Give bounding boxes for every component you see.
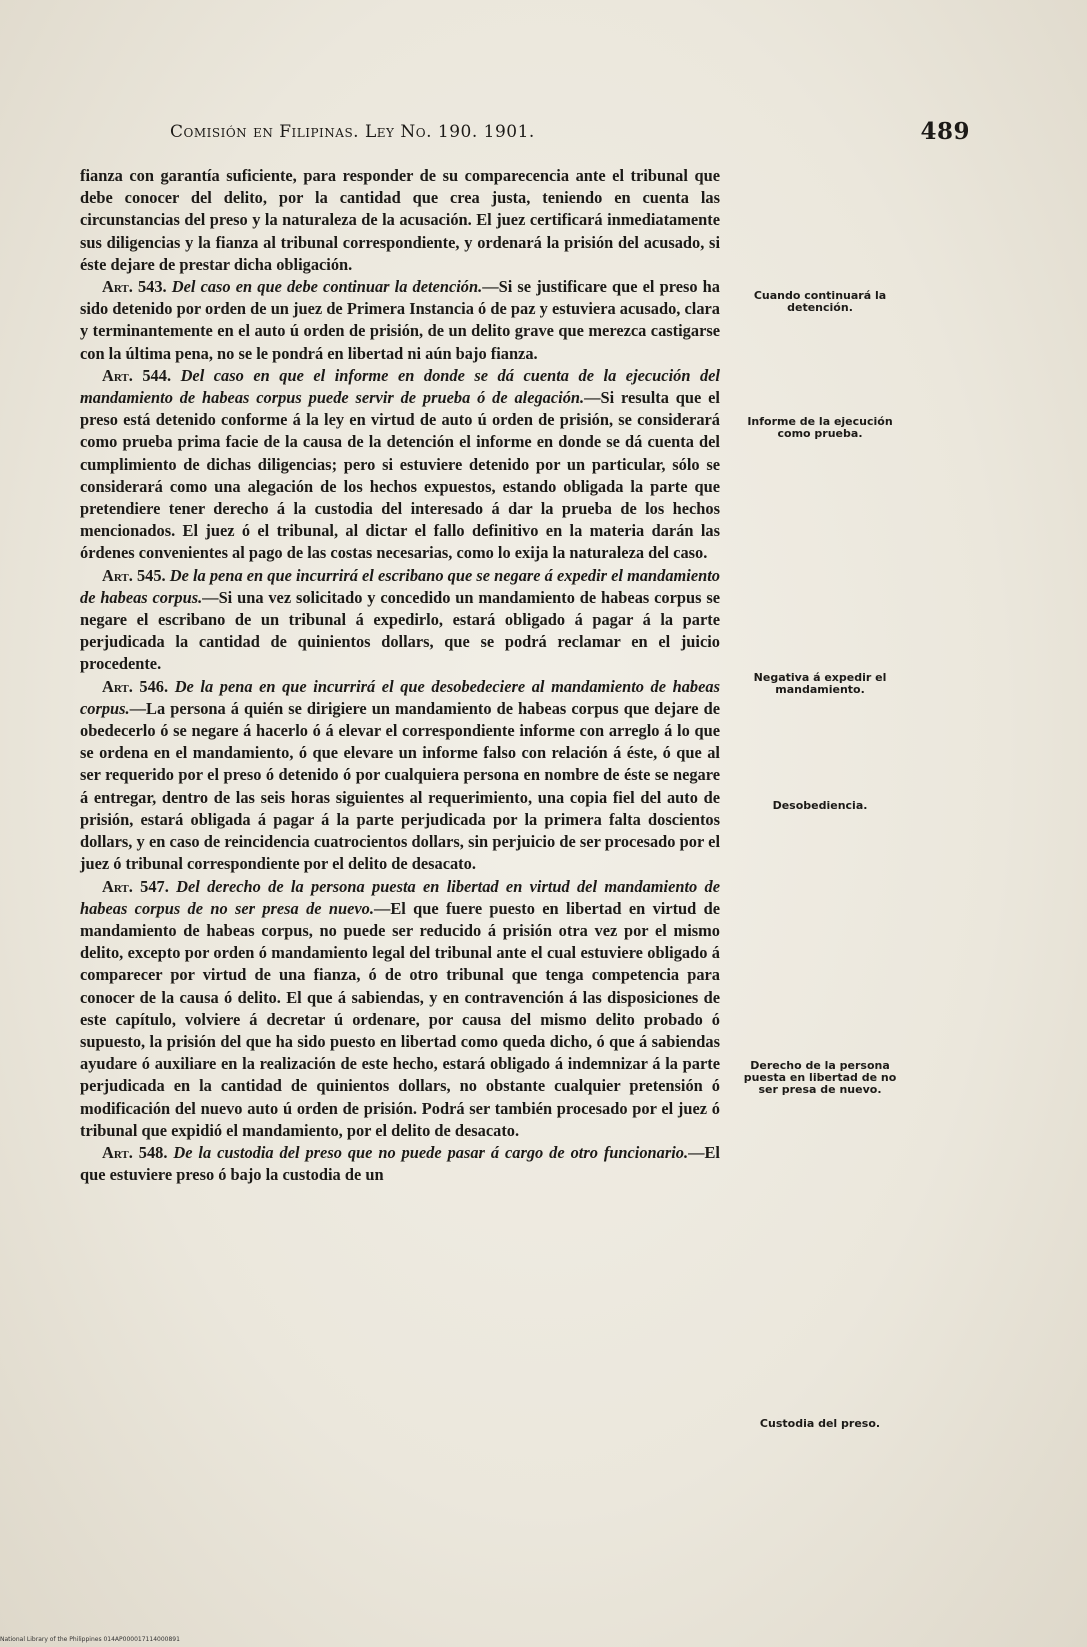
- body-text: [80, 165, 720, 1186]
- paragraph-text: fianza con garantía suficiente, para responder de su comparecencia ante el tribunal que debe conocer del delito, por la cantidad que crea justa, teniendo en cuenta las circunstancias del preso y la naturaleza de la acusación. El juez certificará inmediatamente sus diligencias y la fianza al tribunal correspondiente, y ordenará la prisión del acusado, si éste dejare de prestar dicha obligación.: [80, 166, 720, 274]
- margin-note-detention: Cuando continuará la detención.: [753, 289, 887, 314]
- article-text: —Si se justificare que el preso ha sido detenido por orden de un juez de Primera Instancia ó de paz y estuviera acusado, clara y terminantemente en el auto ú orden de prisión, de un delito grave que merezca castigarse con la última pena, no se le pondrá en libertad ni aún bajo fianza.: [80, 277, 720, 363]
- article-544: [80, 365, 720, 565]
- margin-note-right-not-rearrested: Derecho de la persona puesta en libertad de no ser presa de nuevo.: [743, 1059, 897, 1096]
- article-546: [80, 676, 720, 876]
- margin-note-report-proof: Informe de la ejecución como prueba.: [747, 415, 893, 440]
- article-title: Del caso en que debe continuar la detención.: [171, 277, 483, 297]
- article-text: —Si resulta que el preso está detenido conforme á la ley en virtud de auto ú orden de prisión, se considerará como prueba prima facie de la causa de la detención el informe en donde se dá cuenta del cumplimiento de dichas diligencias; pero si estuviere detenido por un particular, sólo se considerará como una alegación de los hechos expuestos, estando obligada la parte que pretendiere tener derecho á la custodia del interesado á dar la prueba de los hechos mencionados. El juez ó el tribunal, al dictar el fallo definitivo en la materia darán las órdenes convenientes al pago de las costas necesarias, como lo exija la naturaleza del caso.: [80, 388, 720, 563]
- margin-note-custody: Custodia del preso.: [759, 1417, 881, 1430]
- article-number: Art. 544.: [102, 365, 172, 385]
- article-title: Del caso en que el informe en donde se dá cuenta de la ejecución del mandamiento de habeas corpus puede servir de prueba ó de alegación.: [80, 365, 720, 408]
- article-text: —El que fuere puesto en libertad en virtud de mandamiento de habeas corpus, no puede ser reducido á prisión otra vez por el mismo delito, excepto por orden ó mandamiento legal del tribunal ante el cual estuviere obligado á comparecer por virtud de una fianza, ó de otro tribunal que tenga competencia para conocer de la causa ó delito. El que á sabiendas, y en contravención á las disposiciones de este capítulo, volviere á decretar ú ordenare, por causa del mismo delito probado ó supuesto, la prisión del que ha sido puesto en libertad como queda dicho, ó que á sabiendas ayudare ó auxiliare en la realización de este hecho, estará obligado á indemnizar á la parte perjudicada en la cantidad de quinientos dollars, no obstante cualquier pretensión ó modificación del nuevo auto ú orden de prisión. Podrá ser también procesado por el juez ó tribunal que expidió el mandamiento, por el delito de desacato.: [80, 898, 721, 1140]
- article-number: Art. 545.: [102, 565, 166, 585]
- article-title: De la pena en que incurrirá el que desobedeciere al mandamiento de habeas corpus.: [80, 676, 720, 718]
- article-547: [80, 876, 720, 1142]
- article-number: Art. 548.: [102, 1142, 168, 1162]
- article-number: Art. 543.: [102, 277, 167, 297]
- article-number: Art. 547.: [102, 876, 169, 896]
- margin-note-refusal: Negativa á expedir el mandamiento.: [753, 671, 887, 696]
- article-548: [80, 1142, 720, 1186]
- article-number: Art. 546.: [102, 676, 169, 696]
- article-543: [80, 276, 720, 365]
- article-title: Del derecho de la persona puesta en libertad en virtud del mandamiento de habeas corpus de no ser presa de nuevo.: [80, 876, 720, 918]
- page-header: [170, 118, 970, 146]
- article-545: [80, 565, 720, 676]
- page-number: 489: [920, 118, 970, 145]
- article-text: —El que estuviere preso ó bajo la custodia de un: [80, 1142, 720, 1185]
- paragraph-continuation: [80, 165, 720, 276]
- margin-note-disobedience: Desobediencia.: [772, 799, 868, 812]
- article-title: De la custodia del preso que no puede pasar á cargo de otro funcionario.: [173, 1142, 689, 1162]
- running-title: Comisión en Filipinas. Ley No. 190. 1901.: [170, 122, 535, 142]
- article-text: —La persona á quién se dirigiere un mandamiento de habeas corpus que dejare de obedecerlo ó se negare á hacerlo ó á elevar el correspondiente informe con arreglo á lo que se ordena en el mandamiento, ó que elevare un informe falso con relación á éste, ó que al ser requerido por el preso ó detenido ó por cualquiera persona en nombre de éste se negare á entregar, dentro de las seis horas siguientes al requerimiento, una copia fiel del auto de prisión, estará obligada á pagar á la parte perjudicada por la primera falta doscientos dollars, y en caso de reincidencia cuatrocientos dollars, sin perjuicio de ser procesado por el juez ó tribunal correspondiente por el delito de desacato.: [80, 698, 720, 874]
- scan-footer: National Library of the Philippines 014AP000017114000891: [0, 1636, 180, 1643]
- article-text: —Si una vez solicitado y concedido un mandamiento de habeas corpus se negare el escribano de un tribunal á expedirlo, estará obligado á pagar á la parte perjudicada la cantidad de quinientos dollars, que se podrá reclamar en el juicio procedente.: [80, 587, 720, 674]
- article-title: De la pena en que incurrirá el escribano que se negare á expedir el mandamiento de habeas corpus.: [80, 565, 720, 607]
